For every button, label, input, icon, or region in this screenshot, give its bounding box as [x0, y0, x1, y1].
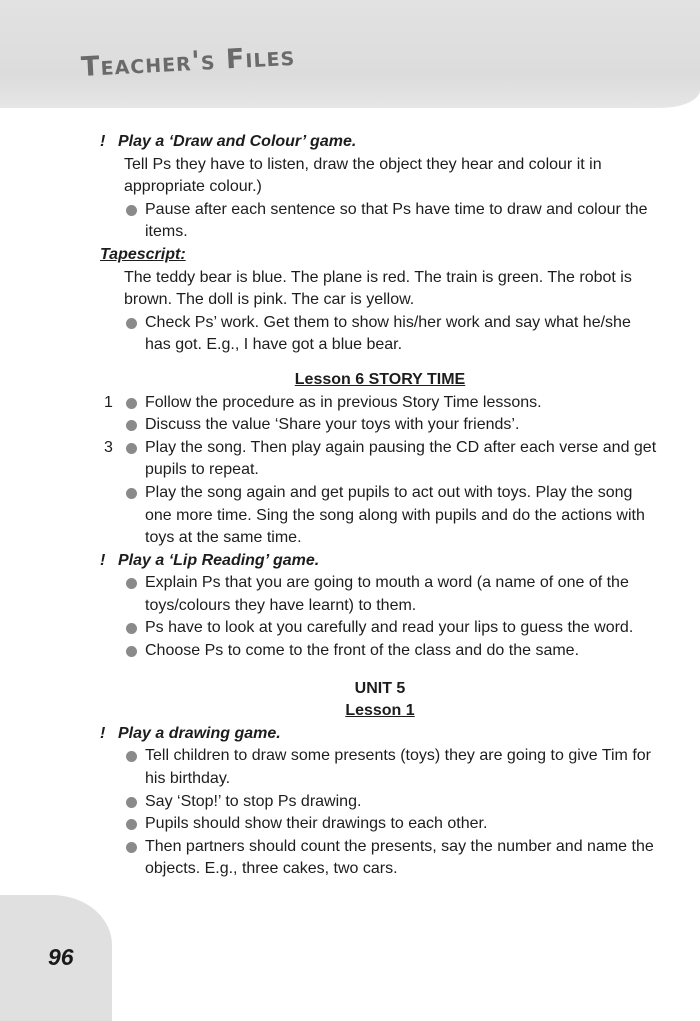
activity-intro: Tell Ps they have to listen, draw the object they hear and colour it in appropriate colour.) — [124, 155, 602, 196]
list-item: 1 Follow the procedure as in previous Story Time lessons. — [104, 393, 542, 411]
list-item: Play the song again and get pupils to act out with toys. Play the song one more time. Sing the song along with pupils and do the actions with toys at the same time. — [100, 482, 660, 550]
list-item: Then partners should count the presents, say the number and name the objects. E.g., three cakes, two cars. — [100, 836, 660, 881]
list-item: Discuss the value ‘Share your toys with your friends’. — [100, 414, 660, 437]
list-item: Pause after each sentence so that Ps have time to draw and colour the items. — [100, 199, 660, 244]
bullet-icon — [126, 443, 137, 454]
activity-mark: ! — [100, 551, 106, 569]
bullet-icon — [126, 751, 137, 762]
spacer — [100, 663, 660, 678]
bullet-icon — [126, 842, 137, 853]
page-header-title: Teacher's Files — [80, 40, 296, 83]
activity-heading-lip-reading: ! Play a ‘Lip Reading’ game. — [100, 550, 660, 573]
bullet-icon — [126, 578, 137, 589]
list-item: Say ‘Stop!’ to stop Ps drawing. — [100, 791, 660, 814]
bullet-icon — [126, 398, 137, 409]
list-item: 3 Play the song. Then play again pausing the CD after each verse and get pupils to repeat. — [104, 438, 657, 479]
page-content — [100, 131, 660, 881]
tapescript-label: Tapescript: — [100, 245, 186, 263]
bullet-icon — [126, 420, 137, 431]
list-item: Pupils should show their drawings to each other. — [100, 813, 660, 836]
spacer — [100, 357, 660, 369]
bullet-icon — [126, 797, 137, 808]
bullet-icon — [126, 488, 137, 499]
page-number: 96 — [48, 944, 74, 970]
list-item: Tell children to draw some presents (toys) they are going to give Tim for his birthday. — [100, 745, 660, 790]
bullet-icon — [126, 646, 137, 657]
bullet-icon — [126, 623, 137, 634]
activity-mark: ! — [100, 133, 106, 150]
list-item: Explain Ps that you are going to mouth a word (a name of one of the toys/colours they have learnt) to them. — [100, 572, 660, 617]
activity-mark: ! — [100, 724, 106, 742]
bullet-icon — [126, 318, 137, 329]
activity-heading-draw-colour: ! Play a ‘Draw and Colour’ game. — [100, 131, 660, 154]
lesson-title: Lesson 1 — [345, 702, 415, 720]
bullet-icon — [126, 819, 137, 830]
unit-title: UNIT 5 — [354, 679, 406, 697]
list-item: Ps have to look at you carefully and read your lips to guess the word. — [100, 617, 660, 640]
bullet-icon — [126, 205, 137, 216]
lesson-title: Lesson 6 STORY TIME — [294, 370, 466, 388]
activity-heading-drawing-game: ! Play a drawing game. — [100, 723, 660, 746]
list-item: Choose Ps to come to the front of the class and do the same. — [100, 640, 660, 663]
list-item: Check Ps’ work. Get them to show his/her work and say what he/she has got. E.g., I have got a blue bear. — [100, 312, 660, 357]
tapescript-text: The teddy bear is blue. The plane is red. The train is green. The robot is brown. The doll is pink. The car is yellow. — [124, 268, 632, 309]
